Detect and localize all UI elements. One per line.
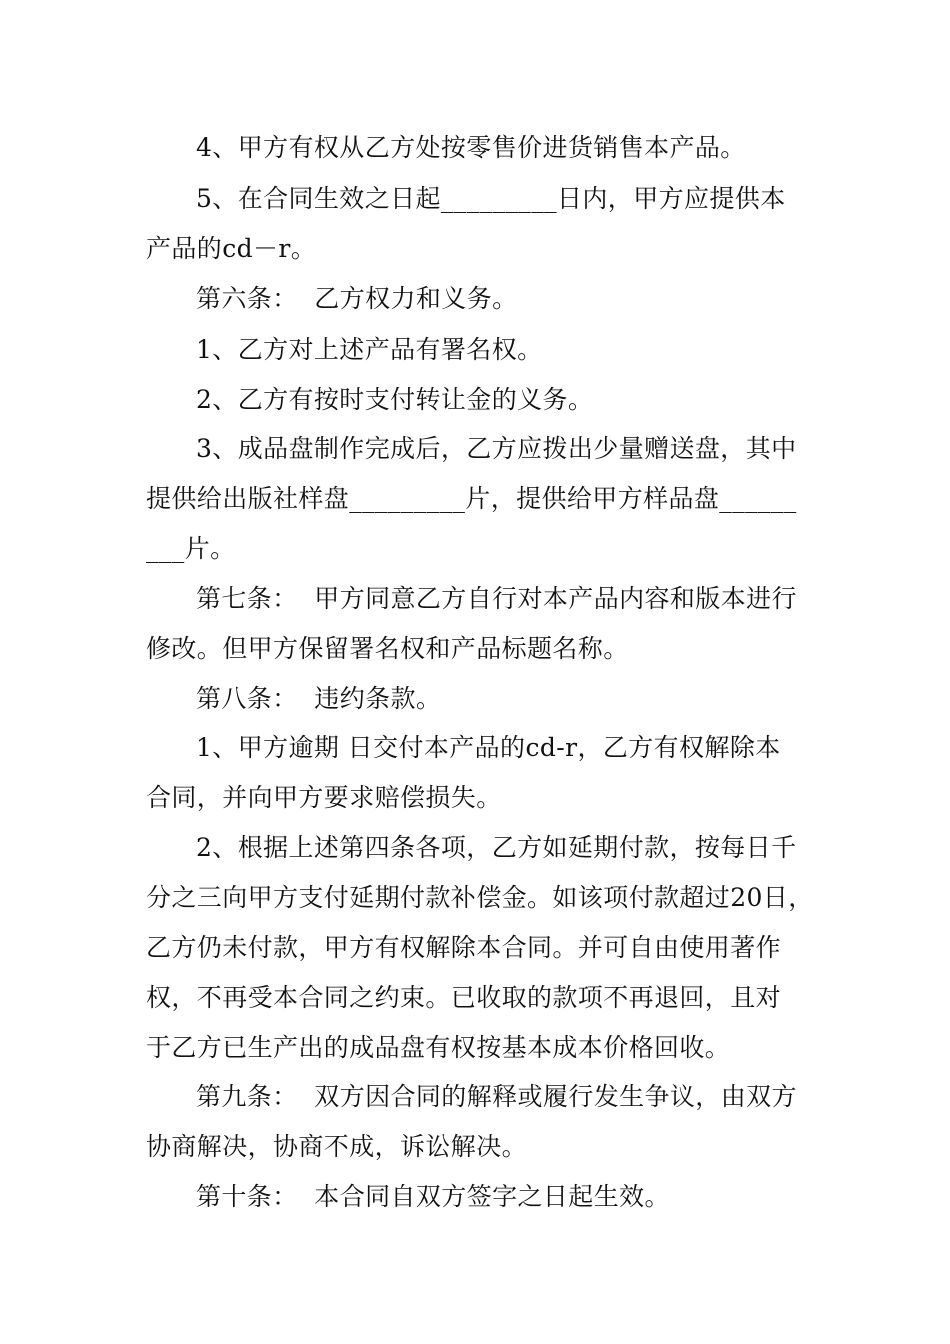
- clause-6-item-3-cont: 提供给出版社样盘_________片，提供给甲方样品盘______: [146, 484, 797, 513]
- clause-8-item-2-cont2: 乙方仍未付款，甲方有权解除本合同。并可自由使用著作: [146, 933, 782, 962]
- clause-5-item-5-cont: 产品的cd－r。: [146, 234, 317, 263]
- clause-8-heading: 第八条： 违约条款。: [196, 684, 442, 713]
- clause-8-item-1: 1、甲方逾期 日交付本产品的cd-r，乙方有权解除本: [196, 733, 781, 762]
- clause-8-item-2-cont3: 权，不再受本合同之约束。已收取的款项不再退回，且对: [146, 983, 782, 1012]
- clause-8-item-1-cont: 合同，并向甲方要求赔偿损失。: [146, 783, 502, 812]
- clause-8-item-2: 2、根据上述第四条各项，乙方如延期付款，按每日千: [196, 833, 797, 862]
- clause-5-item-5: 5、在合同生效之日起_________日内，甲方应提供本: [196, 184, 786, 213]
- clause-6-item-1: 1、乙方对上述产品有署名权。: [196, 335, 543, 364]
- clause-6-item-3-cont2: ___片。: [146, 534, 236, 563]
- clause-5-item-4: 4、甲方有权从乙方处按零售价进货销售本产品。: [196, 133, 746, 162]
- clause-9: 第九条： 双方因合同的解释或履行发生争议，由双方: [196, 1082, 797, 1111]
- clause-9-cont: 协商解决，协商不成，诉讼解决。: [146, 1132, 528, 1161]
- clause-10: 第十条： 本合同自双方签字之日起生效。: [196, 1182, 670, 1211]
- clause-6-heading: 第六条： 乙方权力和义务。: [196, 284, 518, 313]
- clause-6-item-3: 3、成品盘制作完成后，乙方应拨出少量赠送盘，其中: [196, 434, 797, 463]
- clause-7-cont: 修改。但甲方保留署名权和产品标题名称。: [146, 634, 629, 663]
- clause-6-item-2: 2、乙方有按时支付转让金的义务。: [196, 385, 594, 414]
- clause-7: 第七条： 甲方同意乙方自行对本产品内容和版本进行: [196, 584, 797, 613]
- clause-8-item-2-cont4: 于乙方已生产出的成品盘有权按基本成本价格回收。: [146, 1033, 731, 1062]
- clause-8-item-2-cont: 分之三向甲方支付延期付款补偿金。如该项付款超过20日，: [146, 883, 814, 912]
